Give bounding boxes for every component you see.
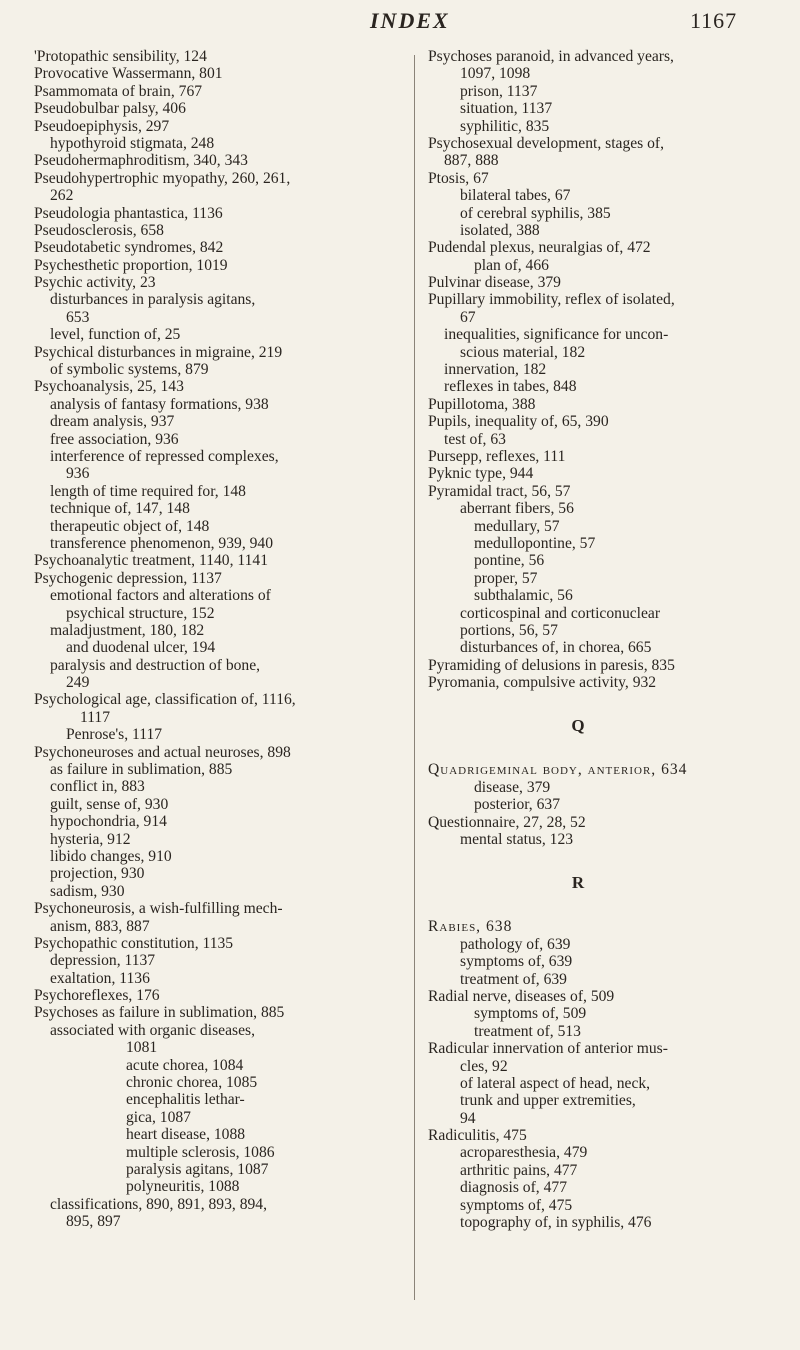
index-subentry: treatment of, 513: [474, 1022, 581, 1040]
index-subentry: associated with organic diseases,: [50, 1021, 255, 1039]
index-entry: Questionnaire, 27, 28, 52: [428, 813, 586, 831]
index-subentry: maladjustment, 180, 182: [50, 621, 205, 639]
index-subentry: analysis of fantasy formations, 938: [50, 395, 269, 413]
index-entry: Psychoses as failure in sublimation, 885: [34, 1004, 285, 1022]
index-subentry: paralysis and destruction of bone,: [50, 656, 261, 674]
index-subentry: acute chorea, 1084: [126, 1056, 244, 1074]
section-letter: R: [571, 873, 585, 893]
index-subentry: heart disease, 1088: [126, 1126, 246, 1144]
page-number: 1167: [690, 8, 738, 33]
index-subentry: and duodenal ulcer, 194: [66, 639, 216, 657]
index-subentry: 1097, 1098: [460, 65, 531, 83]
index-subentry: aberrant fibers, 56: [460, 500, 574, 518]
index-subentry: technique of, 147, 148: [50, 500, 190, 518]
index-subentry: subthalamic, 56: [474, 587, 573, 605]
index-entry: Pyknic type, 944: [428, 465, 534, 483]
index-subentry: hypochondria, 914: [50, 813, 167, 831]
index-subentry: prison, 1137: [460, 82, 538, 100]
index-subentry: chronic chorea, 1085: [126, 1074, 258, 1092]
index-subentry: 1117: [80, 708, 111, 726]
index-subentry: plan of, 466: [474, 256, 549, 274]
index-subentry: free association, 936: [50, 430, 179, 448]
index-subentry: hypothyroid stigmata, 248: [50, 134, 215, 152]
index-subentry: 936: [66, 465, 90, 483]
index-subentry: 653: [66, 308, 90, 326]
index-entry: Radial nerve, diseases of, 509: [428, 987, 615, 1005]
index-entry: Pupillary immobility, reflex of isolated,: [428, 291, 675, 309]
index-subentry: 262: [50, 187, 74, 205]
index-subentry: encephalitis lethar-: [126, 1091, 245, 1109]
index-subentry: scious material, 182: [460, 343, 586, 361]
index-subentry: disturbances in paralysis agitans,: [50, 291, 256, 309]
index-entry: Pseudotabetic syndromes, 842: [34, 239, 224, 257]
section-letter: Q: [571, 716, 585, 736]
index-entry: Psychoses paranoid, in advanced years,: [428, 48, 674, 65]
index-subentry: of lateral aspect of head, neck,: [460, 1074, 651, 1092]
index-entry: Pursepp, reflexes, 111: [428, 447, 566, 465]
index-entry: Radicular innervation of anterior mus-: [428, 1040, 668, 1058]
index-entry: Pseudohermaphroditism, 340, 343: [34, 152, 248, 170]
index-subentry: disturbances of, in chorea, 665: [460, 639, 652, 657]
index-subentry: transference phenomenon, 939, 940: [50, 534, 274, 552]
index-subentry: hysteria, 912: [50, 830, 131, 848]
index-subentry: inequalities, significance for uncon-: [444, 326, 669, 344]
index-entry: Pseudohypertrophic myopathy, 260, 261,: [34, 169, 291, 187]
index-subentry: test of, 63: [444, 430, 506, 448]
page-header: [0, 6, 800, 36]
index-column-left: [34, 48, 414, 1231]
index-subentry: exaltation, 1136: [50, 969, 150, 987]
index-subentry: guilt, sense of, 930: [50, 795, 169, 813]
index-entry: Pulvinar disease, 379: [428, 274, 561, 292]
index-subentry: 67: [460, 308, 476, 326]
index-subentry: pathology of, 639: [460, 935, 571, 953]
index-subentry: libido changes, 910: [50, 847, 172, 865]
index-subentry: projection, 930: [50, 865, 145, 883]
index-subentry: innervation, 182: [444, 361, 547, 379]
index-subentry: 94: [460, 1109, 476, 1127]
index-subentry: 249: [66, 674, 90, 692]
index-column-right: [428, 48, 788, 1231]
index-subentry: depression, 1137: [50, 952, 156, 970]
index-subentry: trunk and upper extremities,: [460, 1092, 636, 1110]
index-entry: Pseudosclerosis, 658: [34, 221, 164, 239]
index-subentry: medullary, 57: [474, 517, 560, 535]
index-subentry: polyneuritis, 1088: [126, 1178, 240, 1196]
index-subentry: bilateral tabes, 67: [460, 187, 571, 205]
index-subentry: 895, 897: [66, 1213, 121, 1231]
index-entry: Pupils, inequality of, 65, 390: [428, 413, 609, 431]
index-entry: Psammomata of brain, 767: [34, 82, 203, 100]
index-subentry: level, function of, 25: [50, 326, 181, 344]
index-subentry: 1081: [126, 1039, 158, 1057]
index-subentry: posterior, 637: [474, 796, 560, 814]
index-subentry: mental status, 123: [460, 831, 574, 849]
index-entry: Psychoanalysis, 25, 143: [34, 378, 184, 396]
index-entry: Psychoanalytic treatment, 1140, 1141: [34, 552, 268, 570]
index-entry: Pyramiding of delusions in paresis, 835: [428, 656, 675, 674]
index-subentry: Penrose's, 1117: [66, 726, 163, 744]
index-subentry: arthritic pains, 477: [460, 1161, 578, 1179]
index-subentry: diagnosis of, 477: [460, 1179, 567, 1197]
index-entry: Rabies, 638: [428, 918, 513, 936]
index-subentry: acroparesthesia, 479: [460, 1144, 588, 1162]
index-subentry: reflexes in tabes, 848: [444, 378, 577, 396]
index-subentry: sadism, 930: [50, 882, 125, 900]
index-subentry: isolated, 388: [460, 221, 540, 239]
index-subentry: proper, 57: [474, 569, 538, 587]
index-entry: Radiculitis, 475: [428, 1127, 527, 1145]
index-subentry: as failure in sublimation, 885: [50, 761, 233, 779]
index-subentry: cles, 92: [460, 1057, 508, 1075]
index-subentry: corticospinal and corticonuclear: [460, 604, 661, 622]
index-subentry: situation, 1137: [460, 100, 553, 118]
index-subentry: paralysis agitans, 1087: [126, 1161, 269, 1178]
index-subentry: symptoms of, 475: [460, 1196, 573, 1214]
index-subentry: gica, 1087: [126, 1108, 191, 1126]
index-entry: Psychesthetic proportion, 1019: [34, 256, 228, 274]
index-entry: Pudendal plexus, neuralgias of, 472: [428, 239, 651, 257]
index-entry: Quadrigeminal body, anterior, 634: [428, 761, 688, 779]
index-subentry: length of time required for, 148: [50, 482, 246, 500]
index-entry: Pupillotoma, 388: [428, 395, 536, 413]
running-title: INDEX: [370, 8, 450, 33]
column-divider: [414, 55, 415, 1300]
index-subentry: pontine, 56: [474, 552, 545, 570]
index-entry: Pseudobulbar palsy, 406: [34, 100, 186, 118]
index-entry: Psychosexual development, stages of,: [428, 134, 665, 152]
index-subentry: symptoms of, 639: [460, 953, 573, 971]
index-entry: Pseudologia phantastica, 1136: [34, 204, 223, 222]
index-subentry: psychical structure, 152: [66, 604, 215, 622]
index-entry: Ptosis, 67: [428, 169, 489, 187]
index-subentry: symptoms of, 509: [474, 1005, 587, 1023]
index-entry: Psychoneuroses and actual neuroses, 898: [34, 743, 291, 761]
index-entry: Pseudoepiphysis, 297: [34, 117, 170, 135]
index-subentry: disease, 379: [474, 778, 551, 796]
index-subentry: multiple sclerosis, 1086: [126, 1143, 275, 1161]
index-subentry: 887, 888: [444, 152, 499, 170]
index-subentry: of symbolic systems, 879: [50, 361, 209, 379]
index-subentry: treatment of, 639: [460, 970, 567, 988]
index-entry: Pyramidal tract, 56, 57: [428, 482, 571, 500]
index-subentry: of cerebral syphilis, 385: [460, 204, 611, 222]
index-subentry: portions, 56, 57: [460, 621, 558, 639]
index-subentry: therapeutic object of, 148: [50, 517, 210, 535]
index-subentry: emotional factors and alterations of: [50, 587, 271, 605]
index-subentry: topography of, in syphilis, 476: [460, 1214, 652, 1232]
index-entry: Psychopathic constitution, 1135: [34, 934, 234, 952]
index-subentry: dream analysis, 937: [50, 413, 175, 431]
index-subentry: syphilitic, 835: [460, 117, 550, 135]
index-entry: Provocative Wassermann, 801: [34, 65, 223, 83]
index-entry: Psychoneurosis, a wish-fulfilling mech-: [34, 900, 283, 918]
index-subentry: interference of repressed complexes,: [50, 447, 279, 465]
index-entry: Psychic activity, 23: [34, 274, 156, 292]
index-entry: Psychical disturbances in migraine, 219: [34, 343, 283, 361]
index-subentry: classifications, 890, 891, 893, 894,: [50, 1195, 267, 1213]
index-entry: Psychogenic depression, 1137: [34, 569, 222, 587]
index-subentry: medullopontine, 57: [474, 534, 596, 552]
index-entry: Psychological age, classification of, 1116,: [34, 691, 296, 709]
index-entry: 'Protopathic sensibility, 124: [34, 48, 207, 65]
index-subentry: conflict in, 883: [50, 778, 145, 796]
index-subentry: anism, 883, 887: [50, 917, 150, 935]
index-entry: Psychoreflexes, 176: [34, 987, 160, 1005]
index-entry: Pyromania, compulsive activity, 932: [428, 674, 657, 692]
